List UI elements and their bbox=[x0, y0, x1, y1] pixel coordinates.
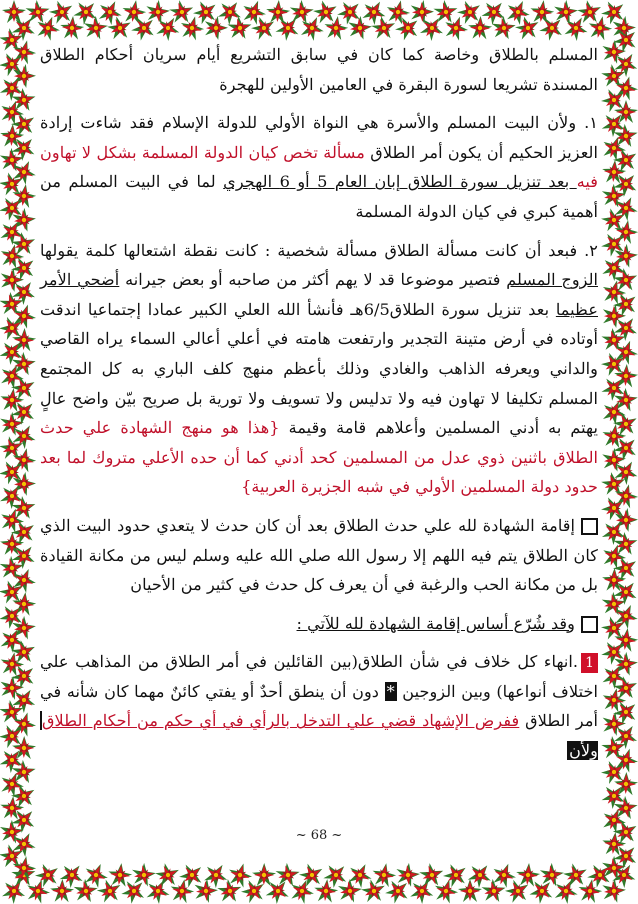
p4-text: وقد شُرّع أساس إقامة الشهادة لله للآتي : bbox=[296, 613, 575, 633]
paragraph-3 bbox=[40, 511, 598, 600]
p2-body: بعد تنزيل سورة الطلاق6/5هـ فأنشأ الله العلي الكبير عمادا إجتماعيا اندقت أوتاده في أرض متينة التجدير وارتفعت هامته في أعلي أعالي السماء يراه القاصي والداني ويعرفه الذاهب والغادي وذلك بأعظم منهج كلف الباري به كل المجتمع المسلم تكليفا لا تهاون فيه ولا تدليس ولا تسويف ولا تورية بل صريح بيّن واضح عالٍ يهتم به أدني المسلمين وأعلاهم قامة وقيمة bbox=[40, 299, 598, 438]
p2-mid: فتصير موضوعا قد لا يهم أكثر من صاحبه أو بعض جيرانه bbox=[119, 270, 507, 290]
intro-text: المسلم بالطلاق وخاصة كما كان في سابق التشريع أيام سريان أحكام الطلاق المسندة تشريعا لسورة البقرة في العامين الأولين للهجرة bbox=[40, 45, 598, 94]
asterisk-mark: * bbox=[386, 681, 395, 701]
paragraph-2 bbox=[40, 236, 598, 502]
p5-mid: دون أن ينطق أحدٌ أو يفتي كائنٌ مهما كان شأنه في أمر الطلاق bbox=[40, 681, 598, 731]
item-number-badge: 1 bbox=[581, 653, 598, 673]
p5-end: ولأن bbox=[40, 711, 598, 760]
paragraph-intro bbox=[40, 40, 598, 99]
paragraph-5 bbox=[40, 647, 598, 765]
checkbox-icon bbox=[581, 518, 598, 535]
p2-great-matter: أضحي الأمر عظيما bbox=[40, 270, 598, 319]
p2-husband: الزوج المسلم bbox=[506, 270, 598, 290]
checkbox-icon bbox=[581, 616, 598, 633]
page-number: ~ 68 ~ bbox=[295, 828, 343, 843]
poinsettia-icon bbox=[11, 855, 37, 881]
p1-end: لما في البيت المسلم من أهمية كبري في كيان الدولة المسلمة bbox=[40, 172, 598, 221]
p1-after: بعد bbox=[540, 172, 577, 192]
paragraph-4 bbox=[40, 609, 598, 639]
p1-text: ١. ولأن البيت المسلم والأسرة هي النواة الأولي للدولة الإسلام فقد شاءت إرادة العزيز الحكيم أن يكون أمر الطلاق bbox=[40, 113, 598, 162]
p1-underlined: تنزيل سورة الطلاق إبان العام 5 أو 6 الهجري bbox=[223, 172, 541, 192]
p3-text: إقامة الشهادة لله علي حدث الطلاق بعد أن كان حدث لا يتعدي حدود البيت الذي كان الطلاق يتم فيه اللهم إلا رسول الله صلي الله عليه وسلم ليس من مكانة القيادة بل من مكانة الحب والرغبة في أن يعرف كل حدث في كثير من الأحيان bbox=[40, 515, 598, 595]
paragraph-1 bbox=[40, 108, 598, 226]
document-page bbox=[40, 40, 598, 860]
p5-highlight: ففرض الإشهاد قضي علي التدخل بالرأي في أي حكم من أحكام الطلاق bbox=[42, 711, 520, 731]
p1-highlight: مسألة تخص كيان الدولة المسلمة بشكل لا تهاون فيه bbox=[40, 142, 599, 192]
p2-quote: {هذا هو منهج الشهادة علي حدث الطلاق باثنين ذوي عدل من المسلمين كحد أدني كما أن حده الأعلي متروك لما بعد حدود دولة المسلمين الأولي في شبه الجزيرة العربية} bbox=[40, 418, 598, 497]
p2-text: ٢. فبعد أن كانت مسألة الطلاق مسألة شخصية : كانت نقطة اشتعالها كلمة يقولها bbox=[40, 240, 598, 260]
poinsettia-icon bbox=[601, 855, 627, 881]
p5-text: .انهاء كل خلاف في شأن الطلاق(بين القائلين في أمر الطلاق من المذاهب علي اختلاف أنواعها) وبين الزوجين bbox=[40, 652, 598, 701]
